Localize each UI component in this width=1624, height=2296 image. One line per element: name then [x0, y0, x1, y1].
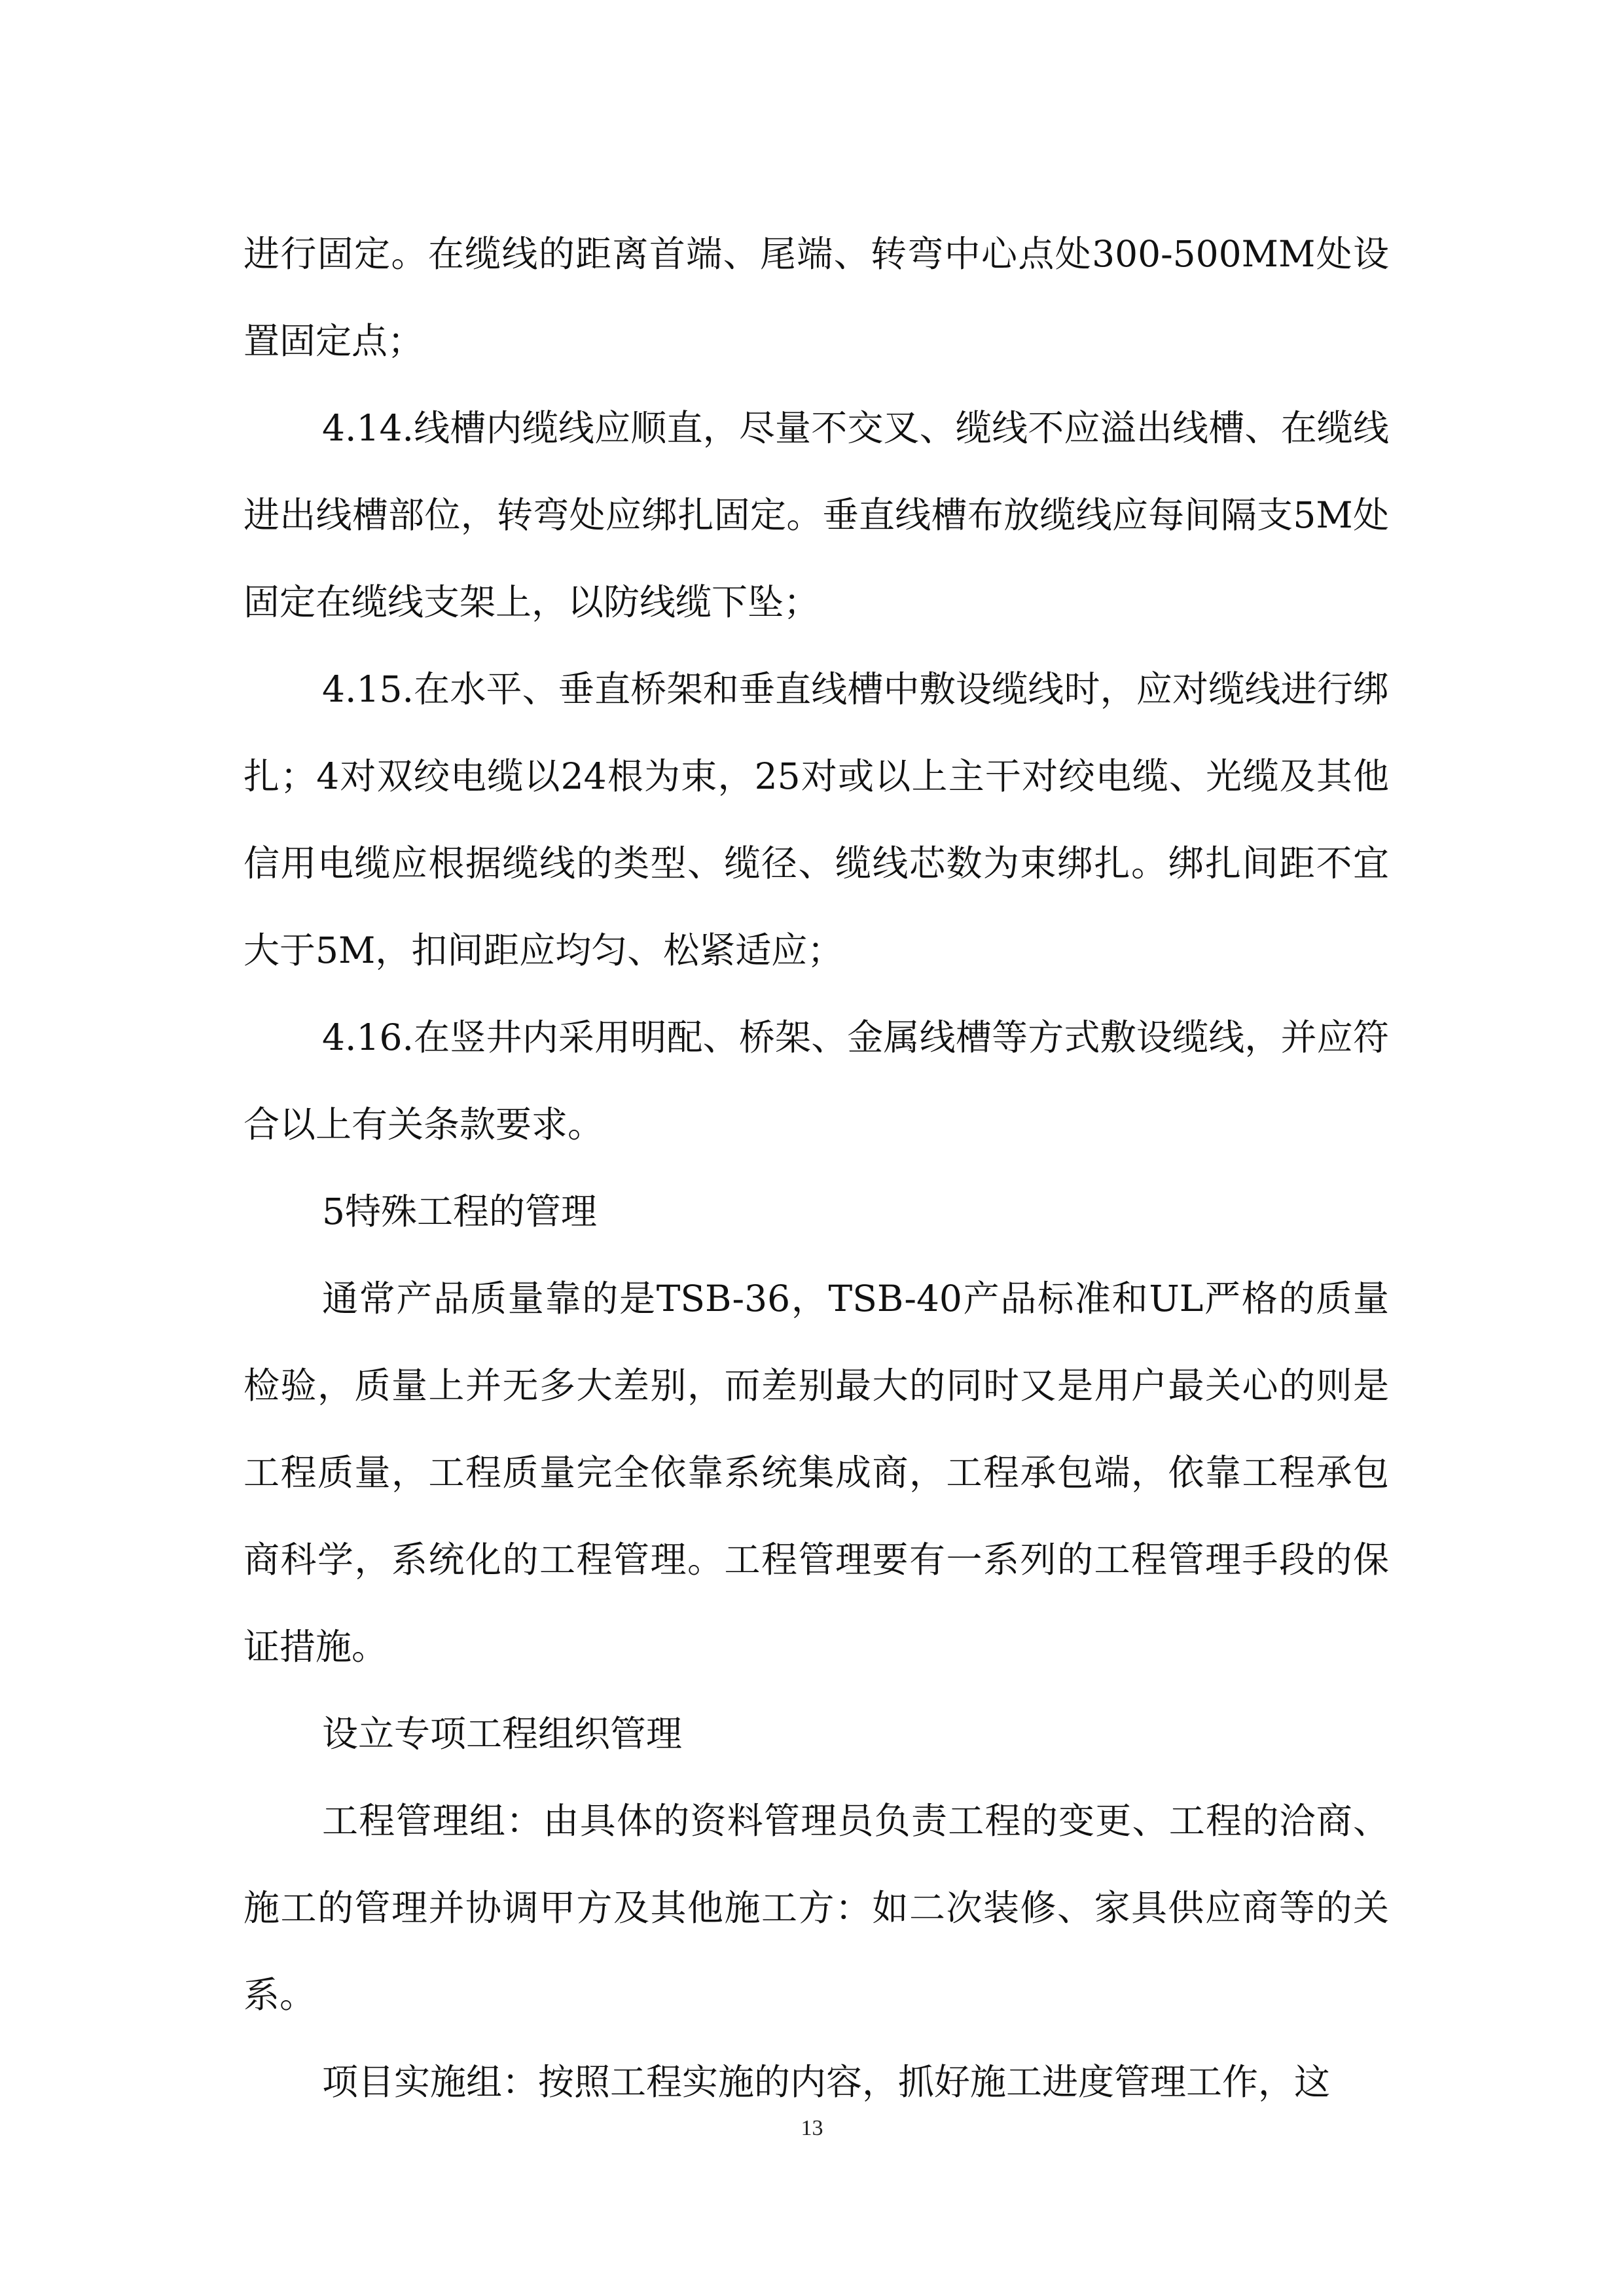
paragraph-4-16: 4.16.在竖井内采用明配、桥架、金属线槽等方式敷设缆线，并应符合以上有关条款要求。 — [244, 1016, 1389, 1145]
paragraph-management-group: 工程管理组：由具体的资料管理员负责工程的变更、工程的洽商、施工的管理并协调甲方及其他施工方：如二次装修、家具供应商等的关系。 — [244, 1800, 1389, 2016]
paragraph-fixing-points: 进行固定。在缆线的距离首端、尾端、转弯中心点处300-500MM处设置固定点； — [244, 233, 1389, 362]
paragraph-4-15: 4.15.在水平、垂直桥架和垂直线槽中敷设缆线时，应对缆线进行绑扎；4对双绞电缆以24根为束，25对或以上主干对绞电缆、光缆及其他信用电缆应根据缆线的类型、缆径、缆线芯数为束绑扎。绑扎间距不宜大于5M，扣间距应均匀、松紧适应； — [244, 668, 1389, 971]
page-number: 13 — [801, 2116, 823, 2140]
body-text — [244, 211, 1389, 2126]
section-heading-special-engineering: 5特殊工程的管理 — [322, 1191, 597, 1232]
paragraph-implementation-group: 项目实施组：按照工程实施的内容，抓好施工进度管理工作，这 — [322, 2061, 1331, 2103]
subheading-organization: 设立专项工程组织管理 — [322, 1713, 683, 1755]
paragraph-4-14: 4.14.线槽内缆线应顺直，尽量不交叉、缆线不应溢出线槽、在缆线进出线槽部位，转弯处应绑扎固定。垂直线槽布放缆线应每间隔支5M处固定在缆线支架上，以防线缆下坠； — [244, 407, 1389, 623]
paragraph-quality: 通常产品质量靠的是TSB-36，TSB-40产品标准和UL严格的质量检验，质量上并无多大差别，而差别最大的同时又是用户最关心的则是工程质量，工程质量完全依靠系统集成商，工程承包端，依靠工程承包商科学，系统化的工程管理。工程管理要有一系列的工程管理手段的保证措施。 — [244, 1278, 1389, 1668]
